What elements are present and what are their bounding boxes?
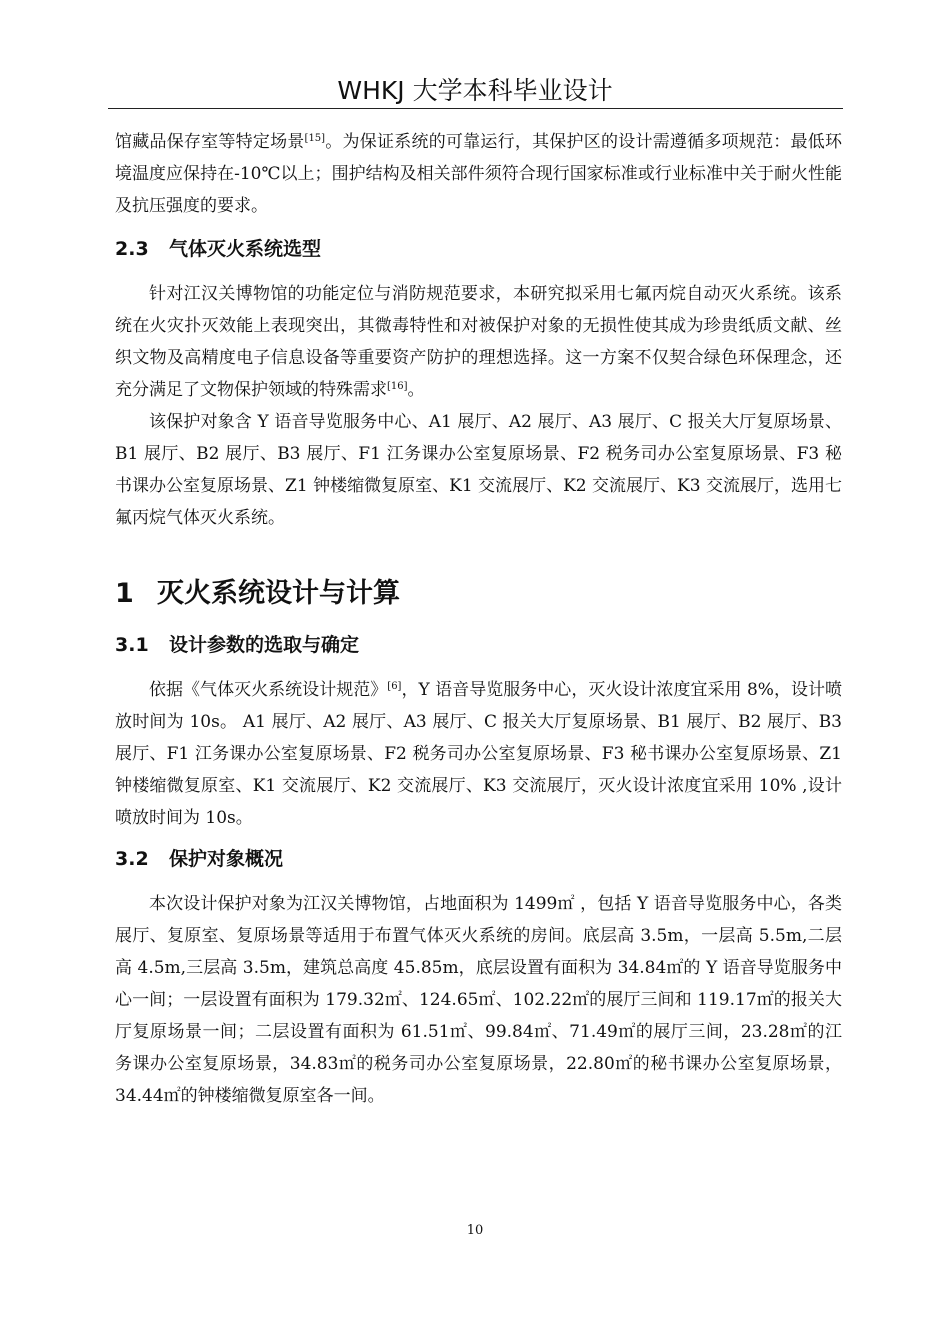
section-title: 设计参数的选取与确定 bbox=[169, 634, 360, 656]
paragraph-system-selection: 针对江汉关博物馆的功能定位与消防规范要求，本研究拟采用七氟丙烷自动灭火系统。该系统在火灾扑灭效能上表现突出，其微毒特性和对被保护对象的无损性使其成为珍贵纸质文献、丝织文物及高精度电子信息设备等重要资产防护的理想选择。这一方案不仅契合绿色环保理念，还充分满足了文物保护领域的特殊需求[16]。 bbox=[115, 284, 842, 400]
paragraph-object-overview: 本次设计保护对象为江汉关博物馆，占地面积为 1499㎡ ，包括 Y 语音导览服务中心，各类展厅、复原室、复原场景等适用于布置气体灭火系统的房间。底层高 3.5m，一层高 5.5m,二层高 4.5m,三层高 3.5m，建筑总高度 45.85m，底层设置有面积为 34.84㎡的 Y 语音导览服务中心一间；一层设置有面积为 179.32㎡、124.65㎡、102.22㎡的展厅三间和 119.17㎡的报关大厅复原场景一间；二层设置有面积为 61.51㎡、99.84㎡、71.49㎡的展厅三间，23.28㎡的江务课办公室复原场景，34.83㎡的税务司办公室复原场景，22.80㎡的秘书课办公室复原场景，34.44㎡的钟楼缩微复原室各一间。 bbox=[115, 894, 842, 1106]
chapter-title: 灭火系统设计与计算 bbox=[157, 578, 400, 609]
citation-15: [15] bbox=[304, 133, 326, 144]
section-number: 3.1 bbox=[115, 634, 149, 656]
section-heading-3-2 bbox=[115, 844, 842, 874]
page-header-title: WHKJ 大学本科毕业设计 bbox=[337, 76, 613, 105]
chapter-number: 1 bbox=[115, 578, 134, 609]
chapter-heading bbox=[115, 574, 842, 614]
section-number: 2.3 bbox=[115, 238, 149, 260]
section-heading-3-1 bbox=[115, 630, 842, 660]
section-number: 3.2 bbox=[115, 848, 149, 870]
section-heading-2-3 bbox=[115, 234, 842, 264]
citation-6: [6] bbox=[387, 681, 402, 692]
section-title: 保护对象概况 bbox=[169, 848, 284, 870]
header-divider bbox=[108, 108, 843, 109]
citation-16: [16] bbox=[387, 381, 408, 392]
page-number: 10 bbox=[466, 1223, 484, 1238]
paragraph-design-parameters: 依据《气体灭火系统设计规范》[6]，Y 语音导览服务中心，灭火设计浓度宜采用 8%，设计喷放时间为 10s。 A1 展厅、A2 展厅、A3 展厅、C 报关大厅复原场景、B1 展厅、B2 展厅、B3 展厅、F1 江务课办公室复原场景、F2 税务司办公室复原场景、F3 秘书课办公室复原场景、Z1 钟楼缩微复原室、K1 交流展厅、K2 交流展厅、K3 交流展厅，灭火设计浓度宜采用 10% ,设计喷放时间为 10s。 bbox=[115, 680, 843, 828]
paragraph-protection-zone: 馆藏品保存室等特定场景[15]。为保证系统的可靠运行，其保护区的设计需遵循多项规范：最低环境温度应保持在-10℃以上；围护结构及相关部件须符合现行国家标准或行业标准中关于耐火性能及抗压强度的要求。 bbox=[115, 132, 843, 216]
document-body bbox=[115, 126, 842, 1112]
paragraph-protected-objects: 该保护对象含 Y 语音导览服务中心、A1 展厅、A2 展厅、A3 展厅、C 报关大厅复原场景、B1 展厅、B2 展厅、B3 展厅、F1 江务课办公室复原场景、F2 税务司办公室复原场景、F3 秘书课办公室复原场景、Z1 钟楼缩微复原室、K1 交流展厅、K2 交流展厅、K3 交流展厅，选用七氟丙烷气体灭火系统。 bbox=[115, 412, 842, 528]
section-title: 气体灭火系统选型 bbox=[169, 238, 322, 260]
